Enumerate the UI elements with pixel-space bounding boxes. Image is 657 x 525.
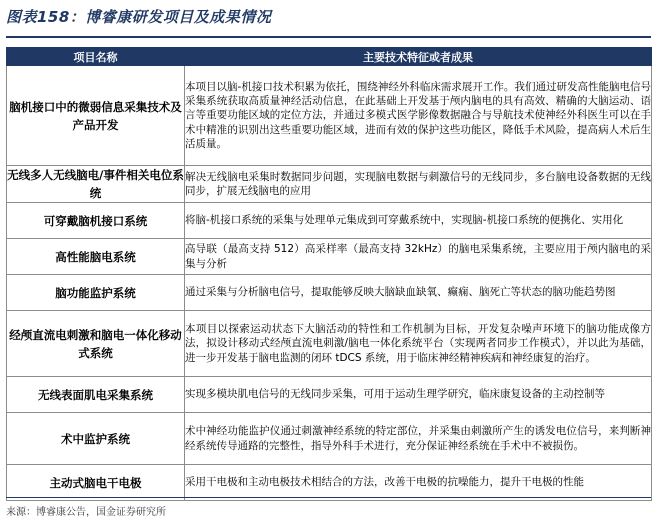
- table-row: [7, 413, 652, 465]
- table-row: [7, 377, 652, 413]
- project-name-cell: 主动式脑电干电极: [7, 465, 185, 501]
- project-name-cell: 术中监护系统: [7, 413, 185, 465]
- table-row: [7, 311, 652, 377]
- project-name-cell: 经颅直流电刺激和脑电一体化移动式系统: [7, 311, 185, 377]
- table-row: [7, 66, 652, 166]
- project-feature-cell: 实现多模块肌电信号的无线同步采集，可用于运动生理学研究，临床康复设备的主动控制等: [185, 377, 652, 413]
- title-rule: [6, 36, 651, 38]
- footer-rule: [6, 497, 651, 498]
- project-name-cell: 可穿戴脑机接口系统: [7, 203, 185, 239]
- project-feature-cell: 采用干电极和主动电极技术相结合的方法，改善干电极的抗噪能力，提升干电极的性能: [185, 465, 652, 501]
- table-row: [7, 203, 652, 239]
- project-name-cell: 无线表面肌电采集系统: [7, 377, 185, 413]
- figure-title: 图表158：博睿康研发项目及成果情况: [6, 8, 272, 26]
- source-note: 来源：博睿康公告，国金证券研究所: [6, 507, 166, 518]
- project-name-cell: 脑功能监护系统: [7, 275, 185, 311]
- header-main-features: 主要技术特征或者成果: [185, 48, 652, 66]
- project-feature-cell: 本项目以探索运动状态下大脑活动的特性和工作机制为目标，开发复杂噪声环境下的脑功能成像方法，拟设计移动式经颅直流电刺激/脑电一体化系统平台（实现两者同步工作模式），并以此为基础，进一步开发基于脑电监测的闭环 tDCS 系统，用于临床神经精神疾病和神经康复的治疗。: [185, 311, 652, 377]
- table-row: [7, 166, 652, 203]
- project-feature-cell: 将脑-机接口系统的采集与处理单元集成到可穿戴系统中，实现脑-机接口系统的便携化、实用化: [185, 203, 652, 239]
- project-name-cell: 无线多人无线脑电/事件相关电位系统: [7, 166, 185, 203]
- project-feature-cell: 高导联（最高支持 512）高采样率（最高支持 32kHz）的脑电采集系统，主要应用于颅内脑电的采集与分析: [185, 239, 652, 275]
- table-row: [7, 239, 652, 275]
- table-header-row: [7, 48, 652, 66]
- project-name-cell: 脑机接口中的微弱信息采集技术及产品开发: [7, 66, 185, 166]
- project-feature-cell: 解决无线脑电采集时数据同步问题，实现脑电数据与刺激信号的无线同步，多台脑电设备数据的无线同步，扩展无线脑电的应用: [185, 166, 652, 203]
- table-row: [7, 275, 652, 311]
- project-feature-cell: 通过采集与分析脑电信号，提取能够反映大脑缺血缺氧、癫痫、脑死亡等状态的脑功能趋势图: [185, 275, 652, 311]
- table-row: [7, 465, 652, 501]
- project-feature-cell: 本项目以脑-机接口技术积累为依托，围绕神经外科临床需求展开工作。我们通过研发高性能脑电信号采集系统获取高质量神经活动信息，在此基础上开发基于颅内脑电的具有高效、精确的大脑运动、语言等重要功能区域的定位方法，并通过多模式医学影像数据融合与导航技术使神经外科医生可以在手术中精准的识别出这些重要功能区域，进而有效的保护这些功能区，降低手术风险，提高病人术后生活质量。: [185, 66, 652, 166]
- project-feature-cell: 术中神经功能监护仪通过刺激神经系统的特定部位，并采集由刺激所产生的诱发电位信号，来判断神经系统传导通路的完整性，指导外科手术进行，充分保证神经系统在手术中不被损伤。: [185, 413, 652, 465]
- rd-projects-table: [6, 47, 652, 501]
- project-name-cell: 高性能脑电系统: [7, 239, 185, 275]
- header-project-name: 项目名称: [7, 48, 185, 66]
